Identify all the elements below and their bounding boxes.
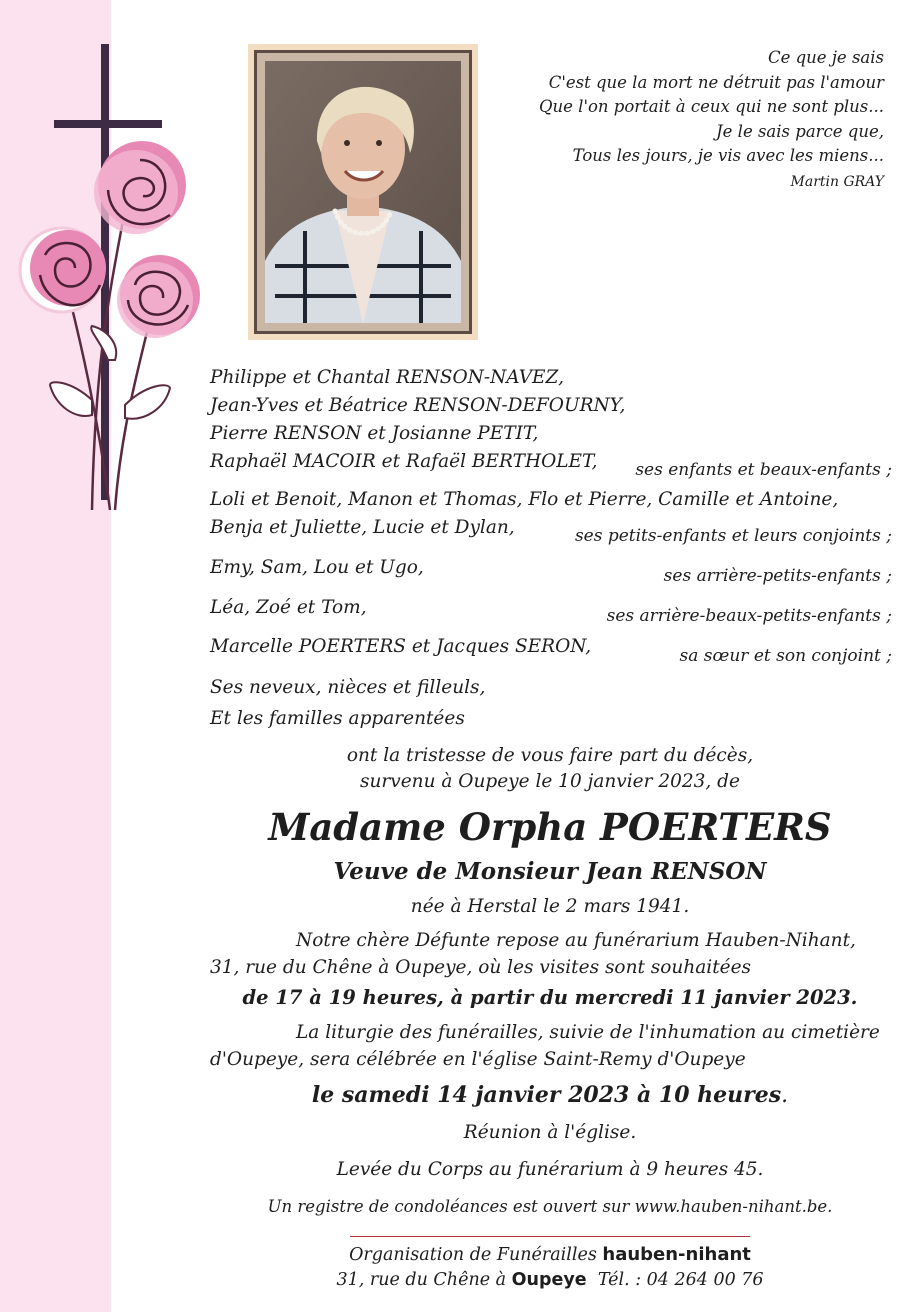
visitation-line: 31, rue du Chêne à Oupeye, où les visites sont souhaitées <box>210 957 752 978</box>
child-line: Philippe et Chantal RENSON-NAVEZ, <box>210 367 564 388</box>
funeral-date-end: . <box>781 1083 789 1108</box>
grandchildren-line: Loli et Benoit, Manon et Thomas, Flo et Pierre, Camille et Antoine, <box>210 489 839 510</box>
funeral-date-text: le samedi 14 janvier 2023 à 10 heures <box>311 1082 782 1108</box>
poem-author: Martin GRAY <box>790 173 884 190</box>
announcement-line: survenu à Oupeye le 10 janvier 2023, de <box>360 771 740 792</box>
cross-and-roses-decoration <box>0 30 220 530</box>
child-line: Raphaël MACOIR et Rafaël BERTHOLET, <box>210 451 598 472</box>
footer-divider <box>350 1236 750 1237</box>
poem-line: C'est que la mort ne détruit pas l'amour <box>548 72 884 92</box>
widow-of: Veuve de Monsieur Jean RENSON <box>333 858 767 885</box>
great-grandchildren-line: Emy, Sam, Lou et Ugo, <box>210 557 424 578</box>
footer-phone: Tél. : 04 264 00 76 <box>597 1270 764 1290</box>
footer-address <box>180 1270 918 1290</box>
grandchildren-relation: ses petits-enfants et leurs conjoints ; <box>574 526 892 546</box>
footer-address-prefix: 31, rue du Chêne à <box>336 1270 507 1290</box>
footer-city: Oupeye <box>511 1270 587 1290</box>
funeral-line: La liturgie des funérailles, suivie de l'inhumation au cimetière <box>296 1022 880 1043</box>
meeting-info: Réunion à l'église. <box>463 1122 637 1143</box>
deceased-name: Madame Orpha POERTERS <box>268 805 832 849</box>
poem-line: Je le sais parce que, <box>716 121 884 141</box>
children-relation: ses enfants et beaux-enfants ; <box>635 460 892 480</box>
sister-line: Marcelle POERTERS et Jacques SERON, <box>210 636 592 657</box>
visitation-line: Notre chère Défunte repose au funérarium Hauben-Nihant, <box>296 930 856 951</box>
leaf-icon <box>50 326 170 419</box>
visitation-hours: de 17 à 19 heures, à partir du mercredi 11 janvier 2023. <box>242 986 858 1009</box>
others-line: Et les familles apparentées <box>210 708 465 729</box>
poem-quote <box>484 46 884 195</box>
step-great-grandchildren-relation: ses arrière-beaux-petits-enfants ; <box>606 606 892 626</box>
child-line: Pierre RENSON et Josianne PETIT, <box>210 423 539 444</box>
others-line: Ses neveux, nièces et filleuls, <box>210 677 486 698</box>
grandchildren-line: Benja et Juliette, Lucie et Dylan, <box>210 517 515 538</box>
poem-line: Ce que je sais <box>767 48 884 67</box>
portrait-photo <box>265 61 461 323</box>
portrait-frame <box>248 44 478 340</box>
poem-line: Tous les jours, je vis avec les miens... <box>572 146 884 165</box>
birth-info: née à Herstal le 2 mars 1941. <box>410 896 690 917</box>
rose-left-icon <box>20 228 106 312</box>
sister-relation: sa sœur et son conjoint ; <box>679 646 892 666</box>
rose-right-icon <box>117 255 200 338</box>
funeral-home-logo: hauben-nihant <box>602 1244 751 1265</box>
child-line: Jean-Yves et Béatrice RENSON-DEFOURNY, <box>210 395 626 416</box>
funeral-line: d'Oupeye, sera célébrée en l'église Saint-Remy d'Oupeye <box>210 1049 746 1070</box>
great-grandchildren-relation: ses arrière-petits-enfants ; <box>663 566 892 586</box>
funeral-date <box>180 1082 918 1108</box>
step-great-grandchildren-line: Léa, Zoé et Tom, <box>210 597 367 618</box>
poem-line: Que l'on portait à ceux qui ne sont plus... <box>539 97 884 116</box>
announcement-line: ont la tristesse de vous faire part du décès, <box>346 745 754 766</box>
condolence-register: Un registre de condoléances est ouvert sur www.hauben-nihant.be. <box>267 1197 833 1216</box>
footer-organisation <box>180 1244 918 1265</box>
levee-info: Levée du Corps au funérarium à 9 heures 45. <box>336 1159 764 1180</box>
footer-org-prefix: Organisation de Funérailles <box>349 1245 597 1265</box>
